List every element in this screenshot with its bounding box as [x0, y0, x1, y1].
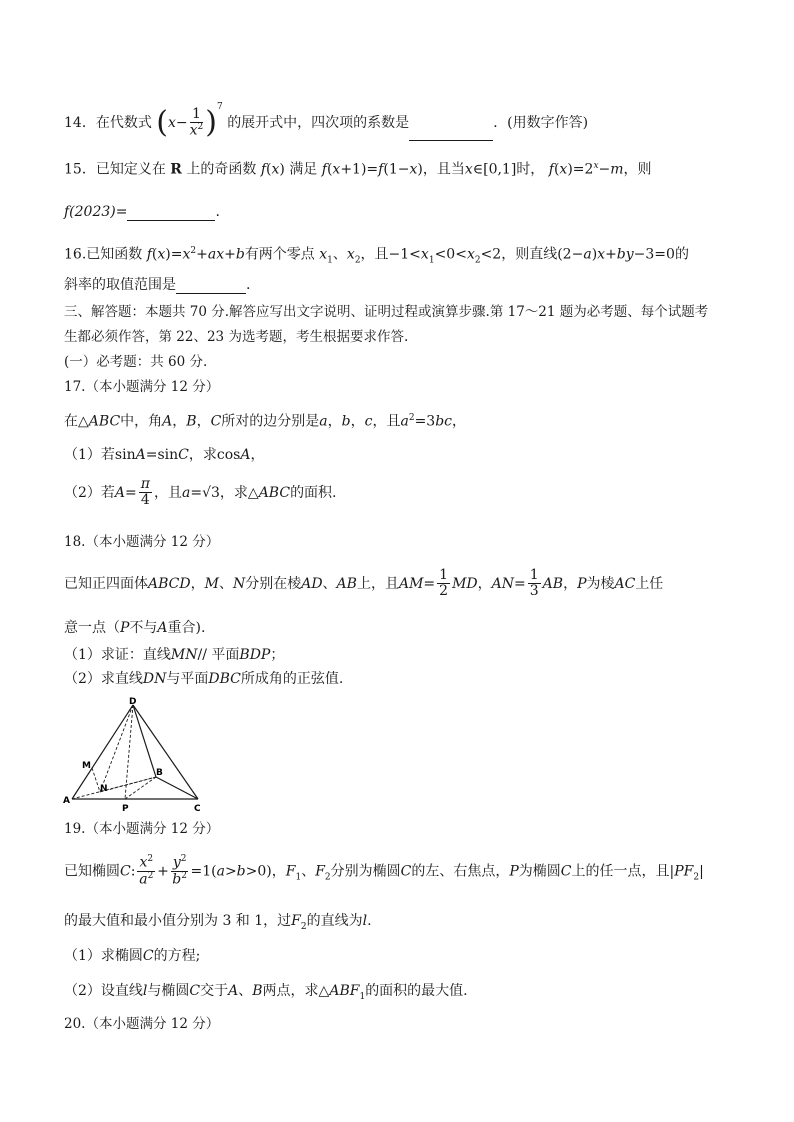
q17-part1: （1）若sinA=sinC，求cosA， — [64, 447, 265, 463]
fig-label-a: A — [63, 796, 70, 806]
q16-line-1: 16.已知函数 $f(x)=x^2+ax+b$有两个零点 $x_1$、$x_2$，且$-1<x_1<0<x_2<2$，则直线(2−a)x+by−3=0的 — [64, 246, 689, 266]
q19-part1: （1）求椭圆C的方程; — [64, 948, 201, 964]
fig-label-c: C — [194, 804, 201, 814]
q18-stem: 已知正四面体ABCD，M、N分别在棱AD、AB上，且AM= $\frac{1}{2}$ MD，AN= $\frac{1}{3}$ AB，P为棱AC上任 — [64, 567, 664, 600]
q15-line-2: f(2023)= . — [64, 204, 220, 221]
q17-part2: （2）若A= $\frac{\pi}{4}$ ，且a=√3，求△ABC的面积. — [64, 476, 337, 509]
q14-answer-blank[interactable] — [409, 124, 493, 141]
q14-number: 14．在代数式 — [64, 115, 152, 131]
q18-header: 18.（本小题满分 12 分） — [64, 534, 220, 550]
q18-line-2: 意一点（P不与A重合). — [64, 620, 206, 636]
q19-line-2: 的最大值和最小值分别为 3 和 1，过$F_2$的直线为l. — [64, 913, 372, 932]
q17-stem: 在△ABC中，角A，B，C所对的边分别是a，b，c，且$a^2=3bc$， — [64, 413, 467, 430]
q19-part2: （2）设直线l与椭圆C交于A、B两点，求$\triangle ABF_1$的面积的最大值. — [64, 983, 468, 1002]
q17-header: 17.（本小题满分 12 分） — [64, 379, 220, 395]
fig-label-b: B — [156, 768, 163, 778]
q14-line: 14．在代数式 (x− $\frac{1}{x^2}$ )$^7$ 的展开式中，四次项的系数是 ．(用数字作答) — [64, 102, 589, 140]
q20-header: 20.（本小题满分 12 分） — [64, 1016, 220, 1032]
q18-part1: （1）求证：直线MN// 平面BDP； — [64, 647, 285, 663]
section3-line-2: 生都必须作答，第 22、23 为选考题，考生根据要求作答. — [64, 329, 409, 345]
fig-label-m: M — [82, 761, 91, 771]
q15-line-1: 15．已知定义在 R 上的奇函数 f(x) 满足 f(x+1)=f(1−x)，且当x∈[0,1]时， $f(x)=2^x-m$，则 — [64, 161, 652, 178]
fig-label-p: P — [122, 804, 129, 814]
fig-label-n: N — [100, 784, 108, 794]
q19-header: 19.（本小题满分 12 分） — [64, 821, 220, 837]
q15-answer-blank[interactable] — [127, 204, 215, 221]
q16-answer-blank[interactable] — [176, 277, 246, 294]
section3-line-1: 三、解答题：本题共 70 分.解答应写出文字说明、证明过程或演算步骤.第 17～21 题为必考题、每个试题考 — [64, 304, 709, 320]
tetrahedron-figure — [60, 695, 210, 815]
q18-part2: （2）求直线DN与平面DBC所成角的正弦值. — [64, 671, 344, 687]
section3-part1: (一）必考题：共 60 分. — [64, 354, 208, 370]
q19-stem: 已知椭圆C: $\frac{x^2}{a^2}$ + $\frac{y^2}{b^2}$ =1(a>b>0)，$F_1$、$F_2$分别为椭圆C的左、右焦点，P为椭圆C上的任一点，且$|PF_2|$ — [64, 854, 704, 888]
q16-line-2: 斜率的取值范围是 . — [64, 277, 251, 294]
fig-label-d: D — [129, 697, 137, 707]
